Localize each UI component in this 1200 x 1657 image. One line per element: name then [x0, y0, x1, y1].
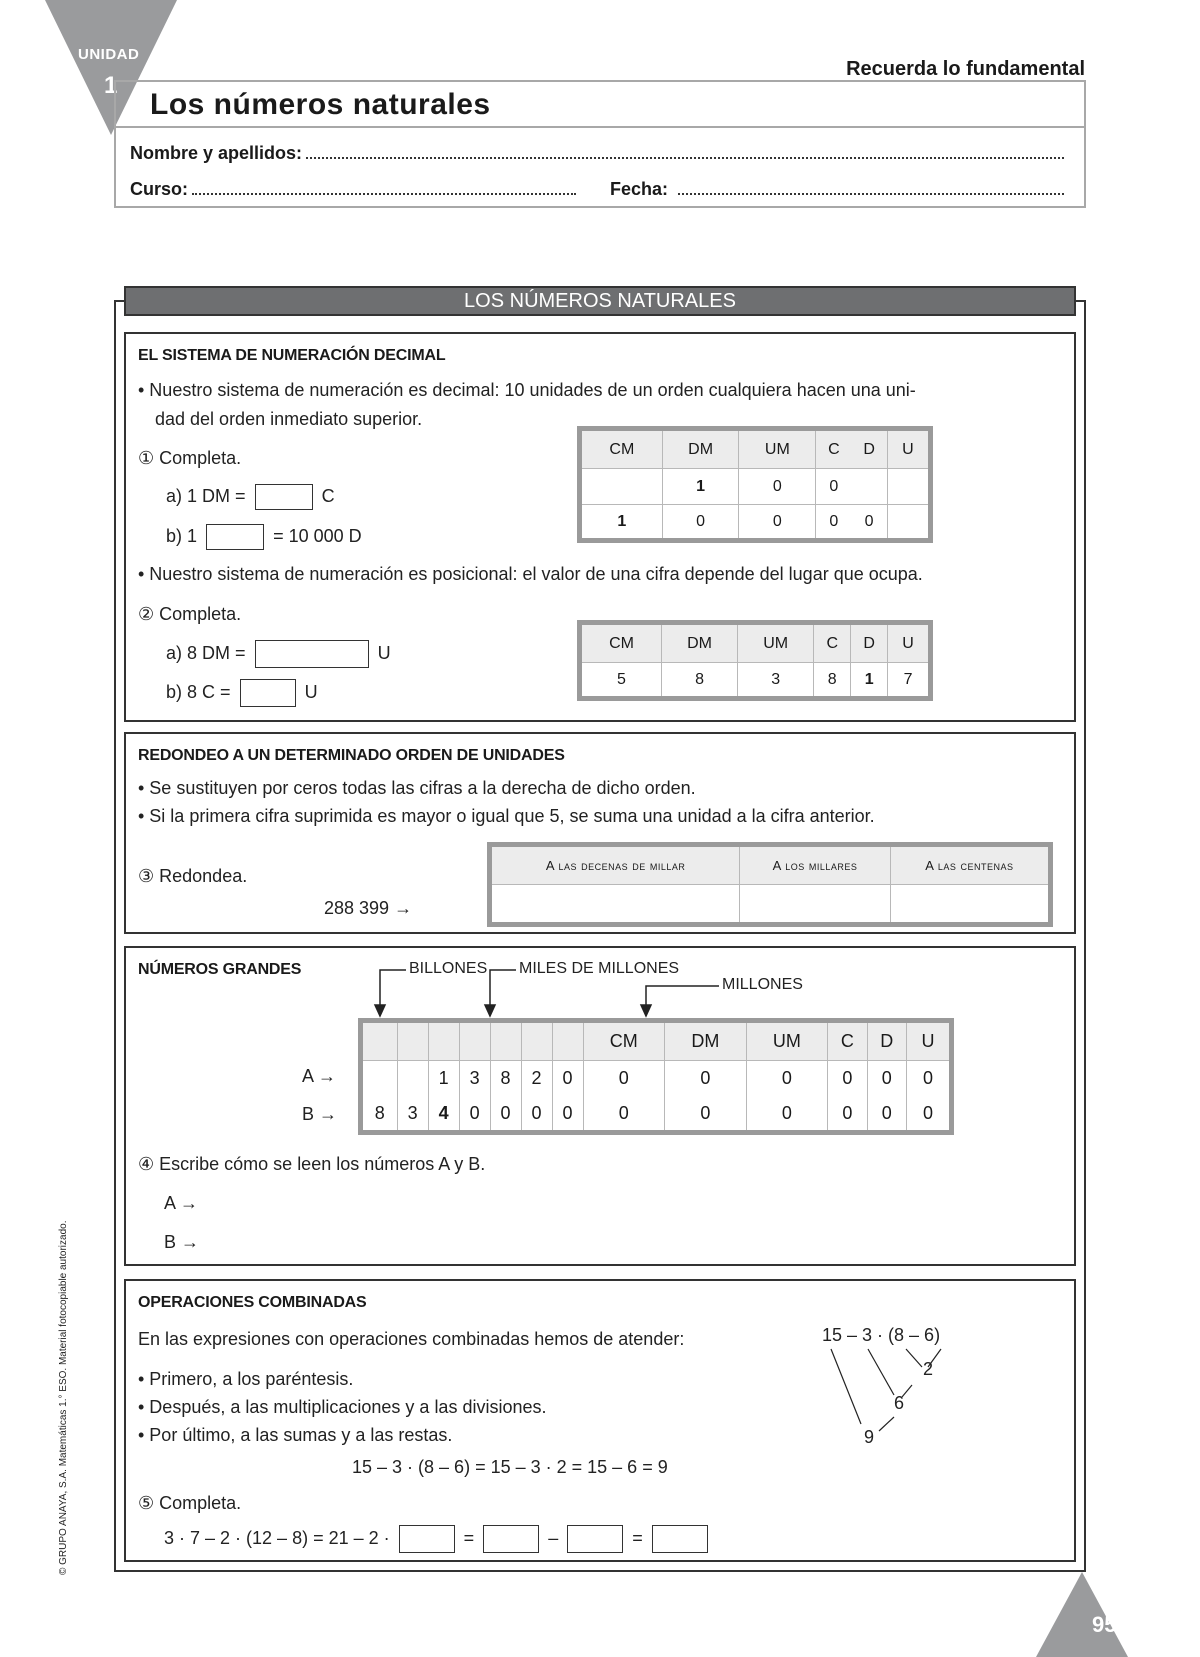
header-cell: C	[816, 429, 852, 469]
header-cell: D	[852, 429, 888, 469]
table-cell: 0	[828, 1061, 867, 1097]
table-cell: 0	[665, 1097, 747, 1133]
table-cell: 3	[738, 663, 814, 699]
worked-example: 15 – 3 · (8 – 6) = 15 – 3 · 2 = 15 – 6 = 9	[352, 1457, 668, 1477]
bullet-text: dad del orden inmediato superior.	[155, 409, 423, 429]
table-cell: 0	[828, 1097, 867, 1133]
exercise-4-label: ④ Escribe cómo se leen los números A y B.	[138, 1154, 486, 1174]
bullet-text: • Si la primera cifra suprimida es mayor o igual que 5, se suma una unidad a la cifra anterior.	[138, 806, 875, 826]
minus-sign: –	[548, 1527, 559, 1548]
section-rounding	[124, 732, 1076, 934]
unit-number: 1	[104, 72, 118, 99]
equals-sign: =	[632, 1527, 643, 1548]
date-label: Fecha:	[610, 179, 669, 199]
rounding-table	[487, 842, 1053, 927]
table-cell: 1	[580, 505, 663, 541]
tree-result-6: 6	[894, 1393, 905, 1413]
table-cell: 3	[459, 1061, 490, 1097]
header-cell	[361, 1021, 398, 1061]
exercise-5-label: ⑤ Completa.	[138, 1493, 242, 1513]
table-cell: 8	[490, 1061, 521, 1097]
title-box	[114, 80, 1086, 208]
bullet-text: • Se sustituyen por ceros todas las cifras a la derecha de dicho orden.	[138, 778, 696, 798]
header-cell: A las centenas	[890, 845, 1050, 885]
tree-expression: 15 – 3 · (8 – 6)	[822, 1325, 941, 1345]
section-title: EL SISTEMA DE NUMERACIÓN DECIMAL	[138, 347, 446, 364]
answer-box[interactable]	[255, 640, 369, 668]
course-label: Curso:	[130, 179, 188, 199]
table-cell: 0	[459, 1097, 490, 1133]
exercise-text: b) 8 C =	[166, 681, 231, 702]
table-cell	[361, 1061, 398, 1097]
intro-text: En las expresiones con operaciones combinadas hemos de atender:	[138, 1329, 685, 1349]
table-cell: 0	[746, 1097, 828, 1133]
bullet-text: • Por último, a las sumas y a las restas.	[138, 1425, 453, 1445]
header-cell	[428, 1021, 459, 1061]
header-cell: U	[906, 1021, 951, 1061]
header-cell: CM	[583, 1021, 665, 1061]
header-cell	[552, 1021, 583, 1061]
exercise-2-label: ② Completa.	[138, 604, 242, 624]
header-cell: D	[867, 1021, 906, 1061]
table-cell: 0	[906, 1061, 951, 1097]
header-cell: UM	[746, 1021, 828, 1061]
tree-result-2: 2	[923, 1359, 934, 1379]
big-numbers-table	[358, 1018, 954, 1135]
label-billones: BILLONES	[409, 960, 488, 977]
table-cell	[580, 469, 663, 505]
table-cell: 0	[746, 1061, 828, 1097]
header-cell: DM	[662, 623, 738, 663]
answer-box[interactable]	[240, 679, 296, 707]
table-cell: 0	[816, 469, 852, 505]
table-cell: 0	[816, 505, 852, 541]
table-cell: 0	[852, 505, 888, 541]
header-cell: A las decenas de millar	[490, 845, 740, 885]
table-cell	[887, 505, 930, 541]
exercise-1-label: ① Completa.	[138, 448, 242, 468]
bullet-text: • Después, a las multiplicaciones y a las divisiones.	[138, 1397, 547, 1417]
header-cell: DM	[665, 1021, 747, 1061]
exercise-text: C	[321, 485, 335, 506]
place-value-table-1	[577, 426, 933, 543]
operation-tree-lines	[126, 1281, 1078, 1481]
page-title: Los números naturales	[116, 82, 1084, 128]
main-banner: LOS NÚMEROS NATURALES	[124, 286, 1076, 316]
table-cell: 0	[521, 1097, 552, 1133]
table-cell: 0	[867, 1061, 906, 1097]
header-cell: DM	[662, 429, 739, 469]
table-cell	[397, 1061, 428, 1097]
header-cell	[397, 1021, 428, 1061]
table-cell: 8	[662, 663, 738, 699]
answer-b-label: B →	[164, 1232, 200, 1252]
tree-result-9: 9	[864, 1427, 875, 1447]
label-millones: MILLONES	[722, 976, 803, 993]
exercise-1b	[166, 524, 362, 550]
exercise-3-label: ③ Redondea.	[138, 866, 248, 886]
date-input-line[interactable]	[678, 193, 1064, 195]
exercise-text: U	[377, 642, 391, 663]
table-cell	[852, 469, 888, 505]
exercise-2a	[166, 640, 391, 668]
header-cell	[521, 1021, 552, 1061]
exercise-text: = 10 000 D	[273, 525, 362, 546]
table-cell: 0	[583, 1061, 665, 1097]
header-cell: C	[828, 1021, 867, 1061]
header-cell: D	[851, 623, 888, 663]
table-cell: 0	[739, 469, 816, 505]
header-cell	[459, 1021, 490, 1061]
header-cell: CM	[580, 429, 663, 469]
table-cell: 0	[665, 1061, 747, 1097]
name-label: Nombre y apellidos:	[130, 143, 303, 163]
answer-cell[interactable]	[890, 885, 1050, 925]
exercise-text: a) 8 DM =	[166, 642, 246, 663]
rounding-number: 288 399 →	[324, 898, 413, 918]
header-cell: U	[888, 623, 931, 663]
name-field[interactable]	[116, 128, 1084, 164]
unit-label: UNIDAD	[78, 46, 140, 63]
section-label: Recuerda lo fundamental	[846, 58, 1085, 80]
exercise-text: 3 · 7 – 2 · (12 – 8) = 21 – 2 ·	[164, 1527, 390, 1548]
header-cell: UM	[739, 429, 816, 469]
section-title: REDONDEO A UN DETERMINADO ORDEN DE UNIDADES	[138, 747, 565, 764]
course-input-line[interactable]	[192, 193, 576, 195]
table-cell: 0	[552, 1097, 583, 1133]
answer-cell[interactable]	[490, 885, 740, 925]
table-cell: 0	[490, 1097, 521, 1133]
table-cell: 4	[428, 1097, 459, 1133]
bullet-text: • Nuestro sistema de numeración es posicional: el valor de una cifra depende del lugar que ocupa.	[138, 564, 923, 584]
answer-box[interactable]	[567, 1525, 623, 1553]
table-cell: 8	[361, 1097, 398, 1133]
table-cell: 0	[583, 1097, 665, 1133]
section-title: OPERACIONES COMBINADAS	[138, 1294, 367, 1311]
header-cell: U	[887, 429, 930, 469]
header-cell: C	[814, 623, 851, 663]
header-cell	[490, 1021, 521, 1061]
table-cell: 1	[428, 1061, 459, 1097]
bullet-text: • Nuestro sistema de numeración es decimal: 10 unidades de un orden cualquiera hacen una uni-	[138, 380, 916, 400]
table-cell: 0	[906, 1097, 951, 1133]
section-combined-operations	[124, 1279, 1076, 1562]
table-cell: 0	[867, 1097, 906, 1133]
section-title: NÚMEROS GRANDES	[138, 961, 302, 978]
table-cell: 2	[521, 1061, 552, 1097]
section-big-numbers	[124, 946, 1076, 1266]
copyright-notice: © GRUPO ANAYA, S.A. Matemáticas 1.° ESO. Material fotocopiable autorizado.	[58, 1220, 69, 1575]
course-date-row	[116, 164, 1084, 200]
label-miles-de-millones: MILES DE MILLONES	[519, 960, 680, 977]
header-cell: UM	[738, 623, 814, 663]
table-cell: 8	[814, 663, 851, 699]
exercise-1a	[166, 484, 335, 510]
table-cell: 3	[397, 1097, 428, 1133]
table-cell: 5	[580, 663, 662, 699]
exercise-text: b) 1	[166, 525, 198, 546]
equals-sign: =	[463, 1527, 475, 1548]
answer-a-label: A →	[164, 1193, 199, 1213]
row-a-label: A →	[302, 1066, 337, 1086]
exercise-2b	[166, 679, 318, 707]
table-cell: 1	[851, 663, 888, 699]
section-decimal-system	[124, 332, 1076, 722]
table-cell: 7	[888, 663, 931, 699]
header-cell: CM	[580, 623, 662, 663]
answer-box[interactable]	[399, 1525, 455, 1553]
bullet-text: • Primero, a los paréntesis.	[138, 1369, 354, 1389]
answer-box[interactable]	[652, 1525, 708, 1553]
answer-box[interactable]	[206, 524, 264, 550]
table-cell: 1	[662, 469, 739, 505]
place-value-table-2	[577, 620, 933, 701]
answer-box[interactable]	[483, 1525, 539, 1553]
name-input-line[interactable]	[306, 157, 1064, 159]
exercise-text: U	[304, 681, 318, 702]
page-number: 95	[1092, 1612, 1117, 1637]
header-cell: A los millares	[740, 845, 891, 885]
table-cell: 0	[552, 1061, 583, 1097]
exercise-text: a) 1 DM =	[166, 485, 246, 506]
table-cell: 0	[739, 505, 816, 541]
row-b-label: B →	[302, 1104, 338, 1124]
table-cell	[887, 469, 930, 505]
exercise-5-line	[164, 1525, 712, 1553]
table-cell: 0	[662, 505, 739, 541]
answer-box[interactable]	[255, 484, 313, 510]
answer-cell[interactable]	[740, 885, 891, 925]
